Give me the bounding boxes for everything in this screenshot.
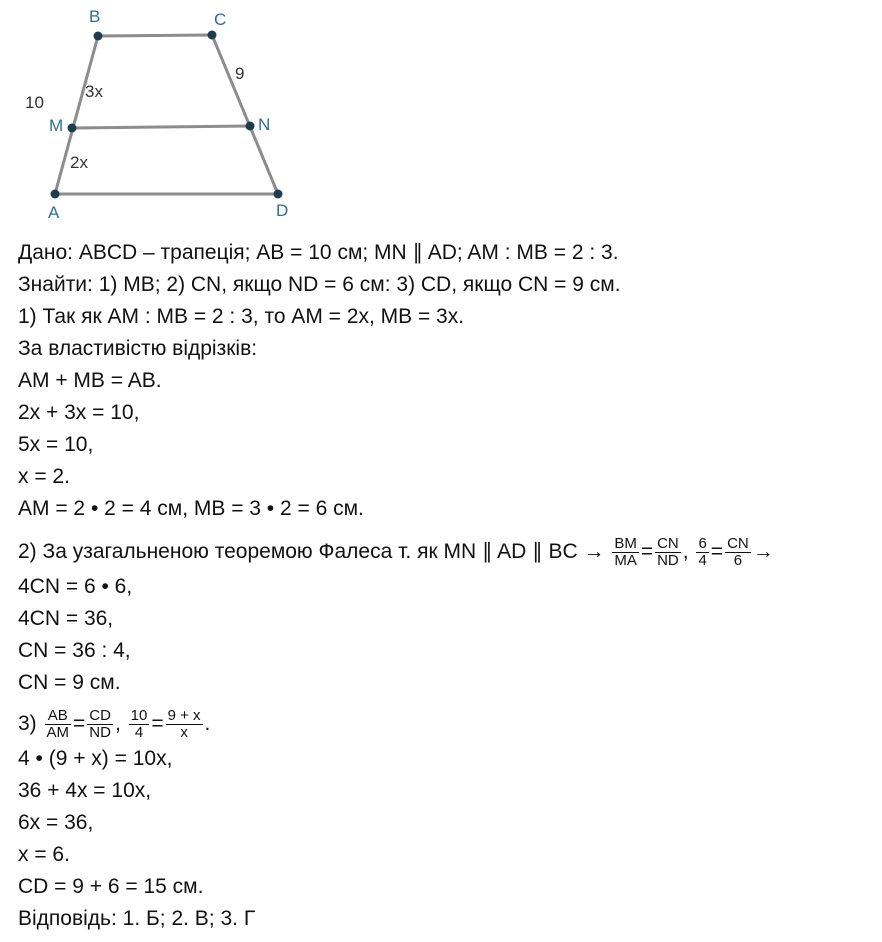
trapezoid-figure bbox=[0, 0, 330, 230]
equals-sign: = bbox=[73, 712, 86, 736]
fraction-num: CN bbox=[657, 535, 679, 552]
label-cn-length: 9 bbox=[235, 64, 245, 83]
fraction-num: AB bbox=[45, 708, 72, 725]
point-m bbox=[68, 124, 77, 133]
label-bm-length: 3x bbox=[85, 82, 103, 101]
step2-eq1: 4CN = 6 • 6, bbox=[18, 575, 133, 598]
step1-eq4: x = 2. bbox=[18, 465, 70, 488]
label-am-length: 2x bbox=[70, 153, 88, 172]
step1-property: За властивістю відрізків: bbox=[18, 337, 258, 360]
fraction-den: ND bbox=[89, 724, 111, 741]
fraction-den: 4 bbox=[698, 552, 707, 569]
segment-mn bbox=[72, 126, 250, 128]
find-line: Знайти: 1) MB; 2) CN, якщо ND = 6 см: 3) CD, якщо CN = 9 см. bbox=[18, 273, 621, 296]
point-b bbox=[94, 32, 103, 41]
fraction-num: 9 + x bbox=[167, 707, 201, 724]
step3-eq1: 4 • (9 + x) = 10x, bbox=[18, 747, 173, 770]
step3-eq4: x = 6. bbox=[18, 843, 70, 866]
arrow: → bbox=[752, 540, 774, 564]
step3-line bbox=[18, 708, 210, 741]
step2-line bbox=[18, 536, 774, 569]
step2-eq3: CN = 36 : 4, bbox=[18, 639, 131, 662]
equals-sign: = bbox=[710, 540, 724, 564]
step1-intro: 1) Так як AM : MB = 2 : 3, то AM = 2x, MB = 3x. bbox=[18, 305, 465, 328]
step1-result: AM = 2 • 2 = 4 см, MB = 3 • 2 = 6 см. bbox=[18, 497, 364, 520]
fraction-num: BM bbox=[614, 535, 637, 552]
fraction-cd-nd bbox=[87, 708, 113, 741]
label-a: A bbox=[48, 203, 60, 222]
step1-eq2: 2x + 3x = 10, bbox=[18, 401, 140, 424]
fraction-9x-x bbox=[166, 708, 203, 741]
trapezoid-outline bbox=[55, 35, 278, 194]
equals-sign: = bbox=[640, 540, 654, 564]
fraction-num: 6 bbox=[698, 535, 707, 552]
point-n bbox=[246, 122, 255, 131]
step3-eq2: 36 + 4x = 10x, bbox=[18, 779, 152, 802]
step3-result: CD = 9 + 6 = 15 см. bbox=[18, 875, 204, 898]
label-b: B bbox=[89, 7, 101, 26]
point-a bbox=[51, 190, 60, 199]
equals-sign: = bbox=[151, 712, 164, 736]
label-c: C bbox=[214, 10, 227, 29]
fraction-cn-nd bbox=[655, 536, 681, 569]
comma: , bbox=[682, 540, 689, 564]
label-ab-length: 10 bbox=[25, 93, 44, 112]
fraction-den: AM bbox=[46, 724, 70, 741]
fraction-10-4 bbox=[129, 708, 150, 741]
label-d: D bbox=[276, 201, 289, 220]
point-c bbox=[208, 31, 217, 40]
comma: , bbox=[114, 712, 121, 736]
fraction-cn-6 bbox=[725, 536, 751, 569]
fraction-num: 10 bbox=[130, 707, 148, 724]
fraction-den: MA bbox=[614, 552, 637, 569]
fraction-den: ND bbox=[657, 552, 679, 569]
fraction-num: CD bbox=[89, 707, 111, 724]
fraction-den: x bbox=[180, 724, 188, 741]
fraction-bm-ma bbox=[612, 536, 639, 569]
fraction-den: 4 bbox=[134, 724, 144, 741]
point-d bbox=[274, 190, 283, 199]
period: . bbox=[204, 712, 211, 736]
step1-eq3: 5x = 10, bbox=[18, 433, 94, 456]
label-m: M bbox=[49, 116, 64, 135]
given-line: Дано: ABCD – трапеція; AB = 10 см; MN ∥ AD; AM : MB = 2 : 3. bbox=[18, 241, 619, 264]
fraction-6-4 bbox=[696, 536, 708, 569]
answer-line: Відповідь: 1. Б; 2. В; 3. Г bbox=[18, 907, 256, 930]
fraction-num: CN bbox=[727, 535, 749, 552]
step2-intro: 2) За узагальненою теоремою Фалеса т. як MN ∥ AD ∥ BC → bbox=[18, 540, 605, 564]
step3-prefix: 3) bbox=[18, 712, 37, 736]
label-n: N bbox=[258, 115, 271, 134]
step2-eq4: CN = 9 см. bbox=[18, 671, 121, 694]
step3-eq3: 6x = 36, bbox=[18, 811, 94, 834]
fraction-ab-am bbox=[45, 708, 72, 741]
fraction-den: 6 bbox=[733, 552, 743, 569]
step1-eq1: AM + MB = AB. bbox=[18, 369, 162, 392]
step2-eq2: 4CN = 36, bbox=[18, 607, 114, 630]
